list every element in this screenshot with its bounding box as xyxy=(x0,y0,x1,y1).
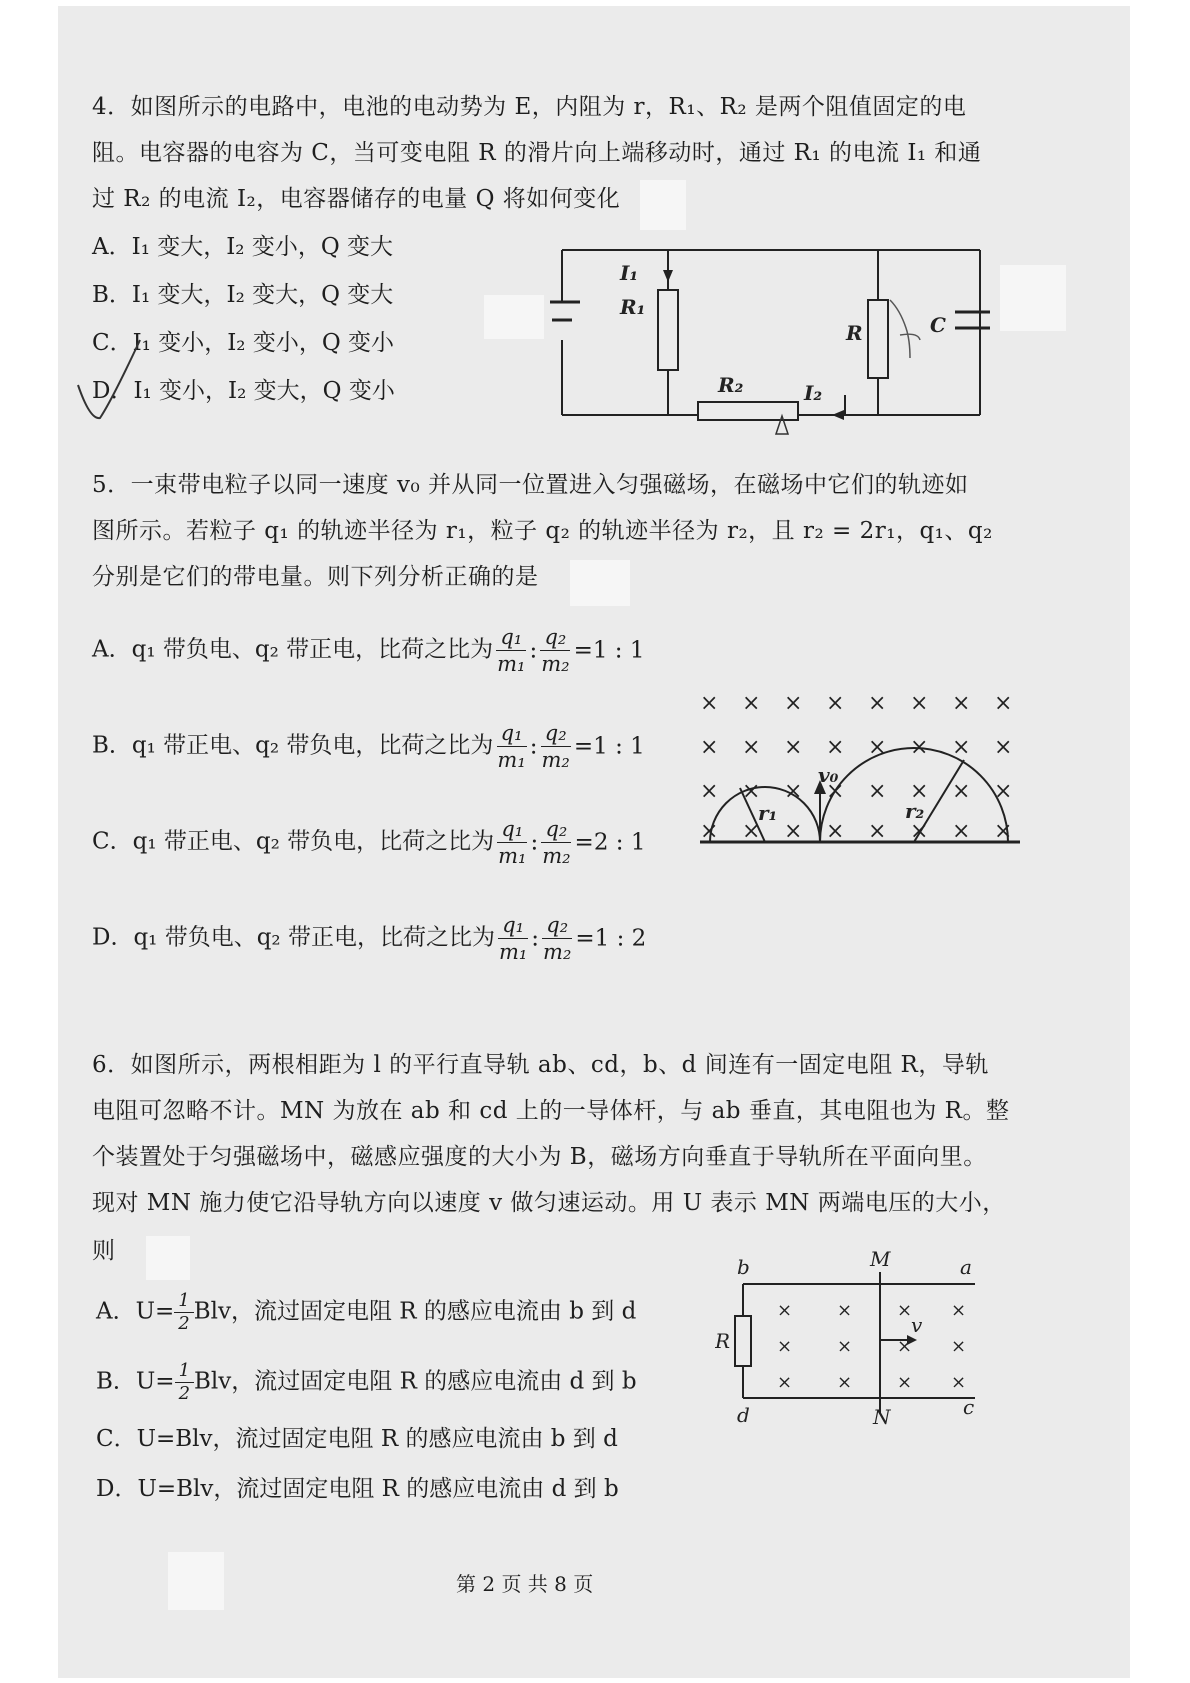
label-b: b xyxy=(737,1255,750,1279)
field-cross-mark: × xyxy=(951,1372,967,1393)
field-cross-mark: × xyxy=(742,691,761,716)
field-cross-mark: × xyxy=(951,1336,967,1357)
field-cross-mark: × xyxy=(784,819,803,844)
field-cross-mark: × xyxy=(952,819,971,844)
q4-stem-line2: 阻。电容器的电容为 C，当可变电阻 R 的滑片向上端移动时，通过 R₁ 的电流 I₁ 和通 xyxy=(92,140,982,166)
q6-option-b: B．U= $\frac{1}{2}$ Blv，流过固定电阻 R 的感应电流由 d 到 b xyxy=(96,1360,637,1404)
field-cross-mark: × xyxy=(952,735,971,760)
label-R: R xyxy=(846,321,863,345)
label-a: a xyxy=(960,1255,972,1279)
field-cross-mark: × xyxy=(826,691,845,716)
field-cross-mark: × xyxy=(897,1300,913,1321)
handwritten-check-mark xyxy=(70,330,150,430)
q6-stem-line2: 电阻可忽略不计。MN 为放在 ab 和 cd 上的一导体杆，与 ab 垂直，其电阻也为 R。整 xyxy=(92,1098,1010,1124)
q5-stem-line2: 图所示。若粒子 q₁ 的轨迹半径为 r₁，粒子 q₂ 的轨迹半径为 r₂，且 r₂ = 2r₁，q₁、q₂ xyxy=(92,518,993,544)
label-R1: R₁ xyxy=(620,295,646,319)
blank-patch xyxy=(168,1552,224,1610)
q4-circuit-diagram xyxy=(550,240,990,440)
field-cross-mark: × xyxy=(897,1372,913,1393)
q4-option-b: B．I₁ 变大，I₂ 变大，Q 变大 xyxy=(92,282,394,308)
field-cross-mark: × xyxy=(742,819,761,844)
blank-patch xyxy=(640,180,686,230)
q4-option-d: D．I₁ 变小，I₂ 变大，Q 变小 xyxy=(92,378,395,404)
field-cross-mark: × xyxy=(994,691,1013,716)
label-N: N xyxy=(873,1405,891,1428)
q5-option-b: B．q₁ 带正电、q₂ 带负电，比荷之比为 $\frac{\text{q₁}}{\text{m₁}}$ : $\frac{\text{q₂}}{\text{m₂}}$ =1 : 1 xyxy=(92,721,645,772)
field-cross-mark: × xyxy=(837,1336,853,1357)
field-cross-mark: × xyxy=(868,691,887,716)
q6-option-c: C．U=Blv，流过固定电阻 R 的感应电流由 b 到 d xyxy=(96,1426,618,1452)
label-I2: I₂ xyxy=(804,381,823,405)
field-cross-mark: × xyxy=(826,819,845,844)
field-cross-mark: × xyxy=(868,779,887,804)
q6-stem-line3: 个装置处于匀强磁场中，磁感应强度的大小为 B，磁场方向垂直于导轨所在平面向里。 xyxy=(92,1144,987,1170)
field-crosses xyxy=(777,1300,966,1393)
field-cross-mark: × xyxy=(910,735,929,760)
blank-patch xyxy=(1000,265,1066,331)
field-cross-mark: × xyxy=(700,819,719,844)
field-cross-mark: × xyxy=(826,735,845,760)
label-c: c xyxy=(963,1395,975,1419)
field-cross-mark: × xyxy=(868,735,887,760)
field-cross-mark: × xyxy=(910,691,929,716)
q4-stem-line3: 过 R₂ 的电流 I₂，电容器储存的电量 Q 将如何变化 xyxy=(92,186,621,212)
label-r1: r₁ xyxy=(758,801,778,825)
blank-patch xyxy=(570,560,630,606)
field-cross-mark: × xyxy=(742,779,761,804)
label-R: R xyxy=(715,1329,731,1353)
field-cross-mark: × xyxy=(910,779,929,804)
field-cross-mark: × xyxy=(837,1300,853,1321)
field-cross-mark: × xyxy=(742,735,761,760)
page-number: 第 2 页 共 8 页 xyxy=(456,1572,594,1596)
label-R2: R₂ xyxy=(718,373,744,397)
q6-option-d: D．U=Blv，流过固定电阻 R 的感应电流由 d 到 b xyxy=(96,1476,619,1502)
label-v: v xyxy=(911,1313,923,1337)
field-cross-mark: × xyxy=(784,779,803,804)
q6-stem-line5: 则 xyxy=(92,1238,116,1264)
label-v0: v₀ xyxy=(818,763,839,787)
label-r2: r₂ xyxy=(905,799,925,823)
field-cross-mark: × xyxy=(994,779,1013,804)
q6-stem-line4: 现对 MN 施力使它沿导轨方向以速度 v 做匀速运动。用 U 表示 MN 两端电压的大小， xyxy=(92,1190,1006,1216)
field-cross-mark: × xyxy=(784,691,803,716)
field-cross-mark: × xyxy=(868,819,887,844)
label-C: C xyxy=(930,313,946,337)
q4-option-c: C．I₁ 变小，I₂ 变小，Q 变小 xyxy=(92,330,394,356)
q5-stem-line1: 5．一束带电粒子以同一速度 v₀ 并从同一位置进入匀强磁场，在磁场中它们的轨迹如 xyxy=(92,472,969,498)
field-cross-mark: × xyxy=(700,735,719,760)
q5-option-d: D．q₁ 带负电、q₂ 带正电，比荷之比为 $\frac{\text{q₁}}{\text{m₁}}$ : $\frac{\text{q₂}}{\text{m₂}}$ =1 : 2 xyxy=(92,913,647,964)
field-cross-mark: × xyxy=(826,779,845,804)
q6-option-a: A．U= $\frac{1}{2}$ Blv，流过固定电阻 R 的感应电流由 b 到 d xyxy=(96,1290,637,1334)
q4-stem-line1: 4．如图所示的电路中，电池的电动势为 E，内阻为 r，R₁、R₂ 是两个阻值固定的电 xyxy=(92,94,967,120)
field-cross-mark: × xyxy=(952,779,971,804)
q5-option-a: A．q₁ 带负电、q₂ 带正电，比荷之比为 $\frac{\text{q₁}}{\text{m₁}}$ : $\frac{\text{q₂}}{\text{m₂}}$ =1 : 1 xyxy=(92,625,645,676)
field-cross-mark: × xyxy=(897,1336,913,1357)
q5-option-c: C．q₁ 带正电、q₂ 带负电，比荷之比为 $\frac{\text{q₁}}{\text{m₁}}$ : $\frac{\text{q₂}}{\text{m₂}}$ =2 : 1 xyxy=(92,817,646,868)
field-cross-mark: × xyxy=(910,819,929,844)
label-I1: I₁ xyxy=(620,261,639,285)
label-M: M xyxy=(870,1248,891,1271)
field-cross-mark: × xyxy=(700,779,719,804)
q5-magnetic-field-diagram xyxy=(700,680,1030,855)
field-cross-mark: × xyxy=(777,1372,793,1393)
q6-rail-diagram xyxy=(715,1248,995,1428)
field-cross-mark: × xyxy=(777,1336,793,1357)
field-cross-mark: × xyxy=(951,1300,967,1321)
q5-stem-line3: 分别是它们的带电量。则下列分析正确的是 xyxy=(92,564,539,590)
field-cross-mark: × xyxy=(777,1300,793,1321)
blank-patch xyxy=(484,295,544,339)
q4-option-a: A．I₁ 变大，I₂ 变小，Q 变大 xyxy=(92,234,394,260)
field-cross-mark: × xyxy=(994,735,1013,760)
field-cross-mark: × xyxy=(784,735,803,760)
blank-patch xyxy=(146,1236,190,1280)
label-d: d xyxy=(737,1403,750,1427)
field-cross-mark: × xyxy=(994,819,1013,844)
field-cross-mark: × xyxy=(952,691,971,716)
field-cross-mark: × xyxy=(700,691,719,716)
field-cross-mark: × xyxy=(837,1372,853,1393)
q6-stem-line1: 6．如图所示，两根相距为 l 的平行直导轨 ab、cd，b、d 间连有一固定电阻 R，导轨 xyxy=(92,1052,989,1078)
